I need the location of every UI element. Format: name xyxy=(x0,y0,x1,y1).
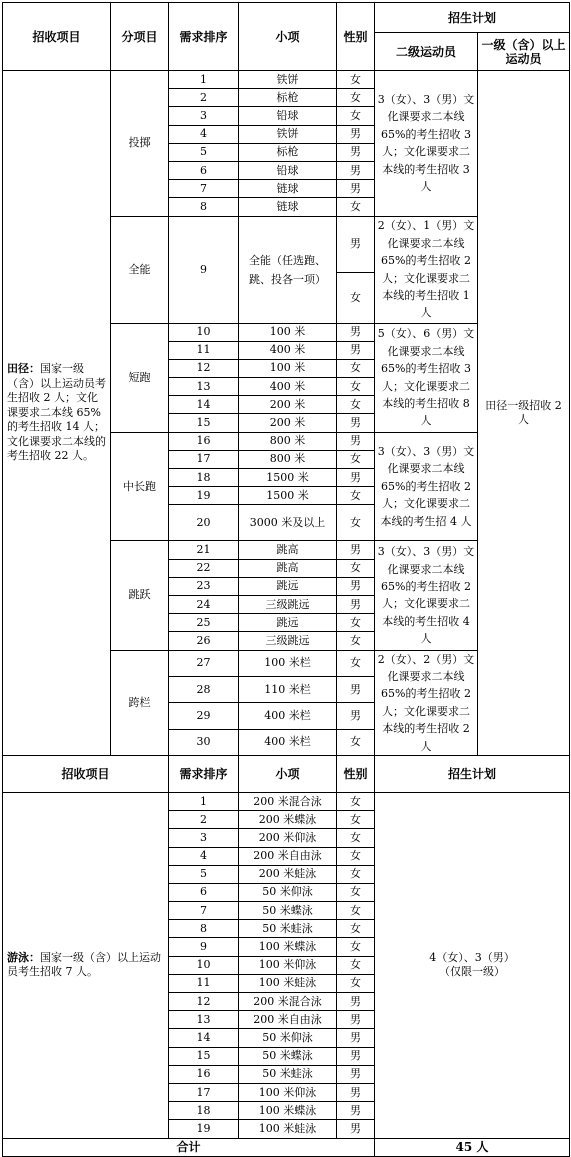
item-cell: 400 米栏 xyxy=(239,729,337,755)
swim-gender-cell: 女 xyxy=(337,829,375,847)
gender-cell: 女 xyxy=(337,378,375,396)
order-cell: 19 xyxy=(169,487,239,505)
gender-cell: 男 xyxy=(337,703,375,729)
swim-gender-cell: 女 xyxy=(337,792,375,810)
item-cell: 铁饼 xyxy=(239,71,337,89)
gender-cell: 女 xyxy=(337,107,375,125)
swim-gender-cell: 男 xyxy=(337,1047,375,1065)
total-value: 45 人 xyxy=(375,1138,570,1156)
swim-project-title: 游泳： xyxy=(7,950,40,964)
header-plan-level2: 二级运动员 xyxy=(375,33,478,71)
gender-cell: 男 xyxy=(337,143,375,161)
swim-plan-line2: （仅限一级） xyxy=(439,965,505,979)
swim-order-cell: 2 xyxy=(169,811,239,829)
swim-plan-line1: 4（女）、3（男） xyxy=(429,951,515,965)
swim-order-cell: 8 xyxy=(169,920,239,938)
swim-item-cell: 50 米仰泳 xyxy=(239,883,337,901)
order-cell: 13 xyxy=(169,378,239,396)
order-cell: 24 xyxy=(169,595,239,613)
swim-item-cell: 100 米仰泳 xyxy=(239,1083,337,1101)
gender-cell: 女 xyxy=(337,614,375,632)
order-cell: 29 xyxy=(169,703,239,729)
swim-item-cell: 50 米蝶泳 xyxy=(239,902,337,920)
swim-item-cell: 200 米自由泳 xyxy=(239,847,337,865)
swim-order-cell: 14 xyxy=(169,1029,239,1047)
plan-level2-5: 2（女）、2（男）文化课要求二本线 65%的考生招收 2 人；文化课要求二本线的考生招收 2 人 xyxy=(375,650,478,755)
order-cell: 22 xyxy=(169,559,239,577)
item-cell: 三级跳远 xyxy=(239,632,337,650)
swim-order-cell: 13 xyxy=(169,1011,239,1029)
header-subproject: 分项目 xyxy=(111,3,169,71)
header-plan: 招生计划 xyxy=(375,3,570,33)
swim-item-cell: 100 米仰泳 xyxy=(239,956,337,974)
swim-item-cell: 200 米仰泳 xyxy=(239,829,337,847)
item-cell: 跳远 xyxy=(239,577,337,595)
swim-order-cell: 10 xyxy=(169,956,239,974)
swim-item-cell: 50 米蝶泳 xyxy=(239,1047,337,1065)
subproject-5: 跨栏 xyxy=(111,650,169,755)
swim-item-cell: 200 米混合泳 xyxy=(239,993,337,1011)
order-cell: 12 xyxy=(169,359,239,377)
track-project xyxy=(3,71,111,756)
swim-order-cell: 12 xyxy=(169,993,239,1011)
order-cell: 15 xyxy=(169,414,239,432)
order-cell: 1 xyxy=(169,71,239,89)
header-project: 招收项目 xyxy=(3,3,111,71)
gender-cell: 男 xyxy=(337,125,375,143)
gender-cell: 男 xyxy=(337,341,375,359)
item-cell: 200 米 xyxy=(239,396,337,414)
swim-gender-cell: 女 xyxy=(337,865,375,883)
swim-item-cell: 200 米蝶泳 xyxy=(239,811,337,829)
swim-item-cell: 100 米蝶泳 xyxy=(239,1102,337,1120)
swim-gender-cell: 女 xyxy=(337,938,375,956)
item-cell: 链球 xyxy=(239,180,337,198)
swim-gender-cell: 男 xyxy=(337,993,375,1011)
order-cell: 4 xyxy=(169,125,239,143)
item-cell: 铅球 xyxy=(239,107,337,125)
item-cell: 800 米 xyxy=(239,450,337,468)
item-cell: 1500 米 xyxy=(239,469,337,487)
swim-gender-cell: 女 xyxy=(337,811,375,829)
swim-gender-cell: 女 xyxy=(337,847,375,865)
swim-order-cell: 4 xyxy=(169,847,239,865)
item-cell: 跳高 xyxy=(239,541,337,559)
gender-cell: 女 xyxy=(337,650,375,676)
swim-item-cell: 200 米自由泳 xyxy=(239,1011,337,1029)
order-cell: 2 xyxy=(169,89,239,107)
gender-cell: 女 xyxy=(337,559,375,577)
swim-gender-cell: 男 xyxy=(337,1083,375,1101)
swim-order-cell: 5 xyxy=(169,865,239,883)
swim-order-cell: 9 xyxy=(169,938,239,956)
swim-project-text: 国家一级（含）以上运动员考生招收 7 人。 xyxy=(7,950,161,979)
order-cell: 28 xyxy=(169,676,239,702)
plan-level2-2: 5（女）、6（男）文化课要求二本线 65%的考生招收 3 人；文化课要求二本线的考生招收 8 人 xyxy=(375,323,478,432)
order-cell: 14 xyxy=(169,396,239,414)
order-cell: 18 xyxy=(169,469,239,487)
item-cell: 400 米栏 xyxy=(239,703,337,729)
swim-order-cell: 16 xyxy=(169,1065,239,1083)
swim-header-gender: 性别 xyxy=(337,755,375,792)
header-order: 需求排序 xyxy=(169,3,239,71)
order-cell: 17 xyxy=(169,450,239,468)
plan-level2-1: 2（女）、1（男）文化课要求二本线 65%的考生招收 2 人；文化课要求二本线的考生招收 1 人 xyxy=(375,216,478,323)
gender-cell: 男 xyxy=(337,676,375,702)
item-cell: 1500 米 xyxy=(239,487,337,505)
gender-cell: 男 xyxy=(337,216,375,272)
swim-gender-cell: 男 xyxy=(337,1102,375,1120)
swim-order-cell: 3 xyxy=(169,829,239,847)
gender-cell: 女 xyxy=(337,359,375,377)
gender-cell: 女 xyxy=(337,89,375,107)
swim-item-cell: 50 米蛙泳 xyxy=(239,920,337,938)
item-cell: 三级跳远 xyxy=(239,595,337,613)
swim-header-project: 招收项目 xyxy=(3,755,169,792)
gender-cell: 女 xyxy=(337,632,375,650)
gender-cell: 男 xyxy=(337,541,375,559)
order-cell: 25 xyxy=(169,614,239,632)
item-cell: 铅球 xyxy=(239,161,337,179)
gender-cell: 男 xyxy=(337,469,375,487)
swim-order-cell: 19 xyxy=(169,1120,239,1138)
order-cell: 5 xyxy=(169,143,239,161)
swim-item-cell: 50 米蛙泳 xyxy=(239,1065,337,1083)
gender-cell: 女 xyxy=(337,450,375,468)
order-cell: 30 xyxy=(169,729,239,755)
swim-header-item: 小项 xyxy=(239,755,337,792)
swim-gender-cell: 女 xyxy=(337,902,375,920)
swim-order-cell: 6 xyxy=(169,883,239,901)
track-project-text: 国家一级（含）以上运动员考生招收 2 人；文化课要求二本线 65%的考生招收 14 人；文化课要求二本线的考生招收 22 人。 xyxy=(7,362,106,463)
header-item: 小项 xyxy=(239,3,337,71)
order-cell: 20 xyxy=(169,505,239,541)
swim-gender-cell: 男 xyxy=(337,1029,375,1047)
order-cell: 11 xyxy=(169,341,239,359)
gender-cell: 女 xyxy=(337,396,375,414)
item-cell: 3000 米及以上 xyxy=(239,505,337,541)
gender-cell: 男 xyxy=(337,180,375,198)
track-level1-plan: 田径一级招收 2 人 xyxy=(478,71,570,756)
gender-cell: 女 xyxy=(337,505,375,541)
swim-item-cell: 100 米蛙泳 xyxy=(239,974,337,992)
gender-cell: 男 xyxy=(337,432,375,450)
swim-header-plan: 招生计划 xyxy=(375,755,570,792)
order-cell: 10 xyxy=(169,323,239,341)
swim-item-cell: 200 米混合泳 xyxy=(239,792,337,810)
gender-cell: 男 xyxy=(337,577,375,595)
swim-gender-cell: 女 xyxy=(337,974,375,992)
subproject-2: 短跑 xyxy=(111,323,169,432)
order-cell: 3 xyxy=(169,107,239,125)
plan-level2-3: 3（女）、3（男）文化课要求二本线 65%的考生招收 2 人；文化课要求二本线的考生招 4 人 xyxy=(375,432,478,541)
gender-cell: 男 xyxy=(337,161,375,179)
gender-cell: 女 xyxy=(337,71,375,89)
swim-item-cell: 100 米蛙泳 xyxy=(239,1120,337,1138)
swim-project xyxy=(3,792,169,1138)
swim-header-order: 需求排序 xyxy=(169,755,239,792)
order-cell: 7 xyxy=(169,180,239,198)
order-cell: 27 xyxy=(169,650,239,676)
item-cell: 100 米 xyxy=(239,359,337,377)
swim-gender-cell: 女 xyxy=(337,920,375,938)
swim-gender-cell: 女 xyxy=(337,883,375,901)
subproject-4: 跳跃 xyxy=(111,541,169,650)
item-cell: 标枪 xyxy=(239,143,337,161)
gender-cell: 男 xyxy=(337,414,375,432)
swim-gender-cell: 男 xyxy=(337,1065,375,1083)
plan-level2-0: 3（女）、3（男）文化课要求二本线 65%的考生招收 3 人；文化课要求二本线的考生招收 3 人 xyxy=(375,71,478,217)
subproject-3: 中长跑 xyxy=(111,432,169,541)
order-cell: 21 xyxy=(169,541,239,559)
order-cell: 6 xyxy=(169,161,239,179)
order-cell: 9 xyxy=(169,216,239,323)
item-cell: 标枪 xyxy=(239,89,337,107)
item-cell: 200 米 xyxy=(239,414,337,432)
item-cell: 400 米 xyxy=(239,341,337,359)
swim-item-cell: 200 米蛙泳 xyxy=(239,865,337,883)
item-cell: 100 米栏 xyxy=(239,650,337,676)
order-cell: 26 xyxy=(169,632,239,650)
swim-order-cell: 18 xyxy=(169,1102,239,1120)
swim-gender-cell: 女 xyxy=(337,956,375,974)
swim-item-cell: 100 米蝶泳 xyxy=(239,938,337,956)
gender-cell: 女 xyxy=(337,272,375,323)
swim-gender-cell: 男 xyxy=(337,1011,375,1029)
swim-gender-cell: 男 xyxy=(337,1120,375,1138)
item-cell: 跳远 xyxy=(239,614,337,632)
item-cell: 全能（任选跑、跳、投各一项） xyxy=(239,216,337,323)
item-cell: 110 米栏 xyxy=(239,676,337,702)
gender-cell: 女 xyxy=(337,198,375,216)
item-cell: 800 米 xyxy=(239,432,337,450)
item-cell: 铁饼 xyxy=(239,125,337,143)
gender-cell: 女 xyxy=(337,729,375,755)
enrollment-table xyxy=(2,2,570,1157)
swim-order-cell: 1 xyxy=(169,792,239,810)
order-cell: 16 xyxy=(169,432,239,450)
swim-plan xyxy=(375,792,570,1138)
subproject-0: 投掷 xyxy=(111,71,169,217)
item-cell: 链球 xyxy=(239,198,337,216)
header-plan-level1: 一级（含）以上运动员 xyxy=(478,33,570,71)
gender-cell: 男 xyxy=(337,595,375,613)
swim-order-cell: 17 xyxy=(169,1083,239,1101)
swim-order-cell: 11 xyxy=(169,974,239,992)
subproject-1: 全能 xyxy=(111,216,169,323)
plan-level2-4: 3（女）、3（男）文化课要求二本线 65%的考生招收 2 人；文化课要求二本线的考生招收 4 人 xyxy=(375,541,478,650)
order-cell: 8 xyxy=(169,198,239,216)
order-cell: 23 xyxy=(169,577,239,595)
item-cell: 跳高 xyxy=(239,559,337,577)
swim-item-cell: 50 米仰泳 xyxy=(239,1029,337,1047)
swim-order-cell: 7 xyxy=(169,902,239,920)
track-project-title: 田径： xyxy=(7,362,40,376)
swim-order-cell: 15 xyxy=(169,1047,239,1065)
gender-cell: 女 xyxy=(337,487,375,505)
item-cell: 100 米 xyxy=(239,323,337,341)
header-gender: 性别 xyxy=(337,3,375,71)
item-cell: 400 米 xyxy=(239,378,337,396)
gender-cell: 男 xyxy=(337,323,375,341)
total-label: 合计 xyxy=(3,1138,375,1156)
